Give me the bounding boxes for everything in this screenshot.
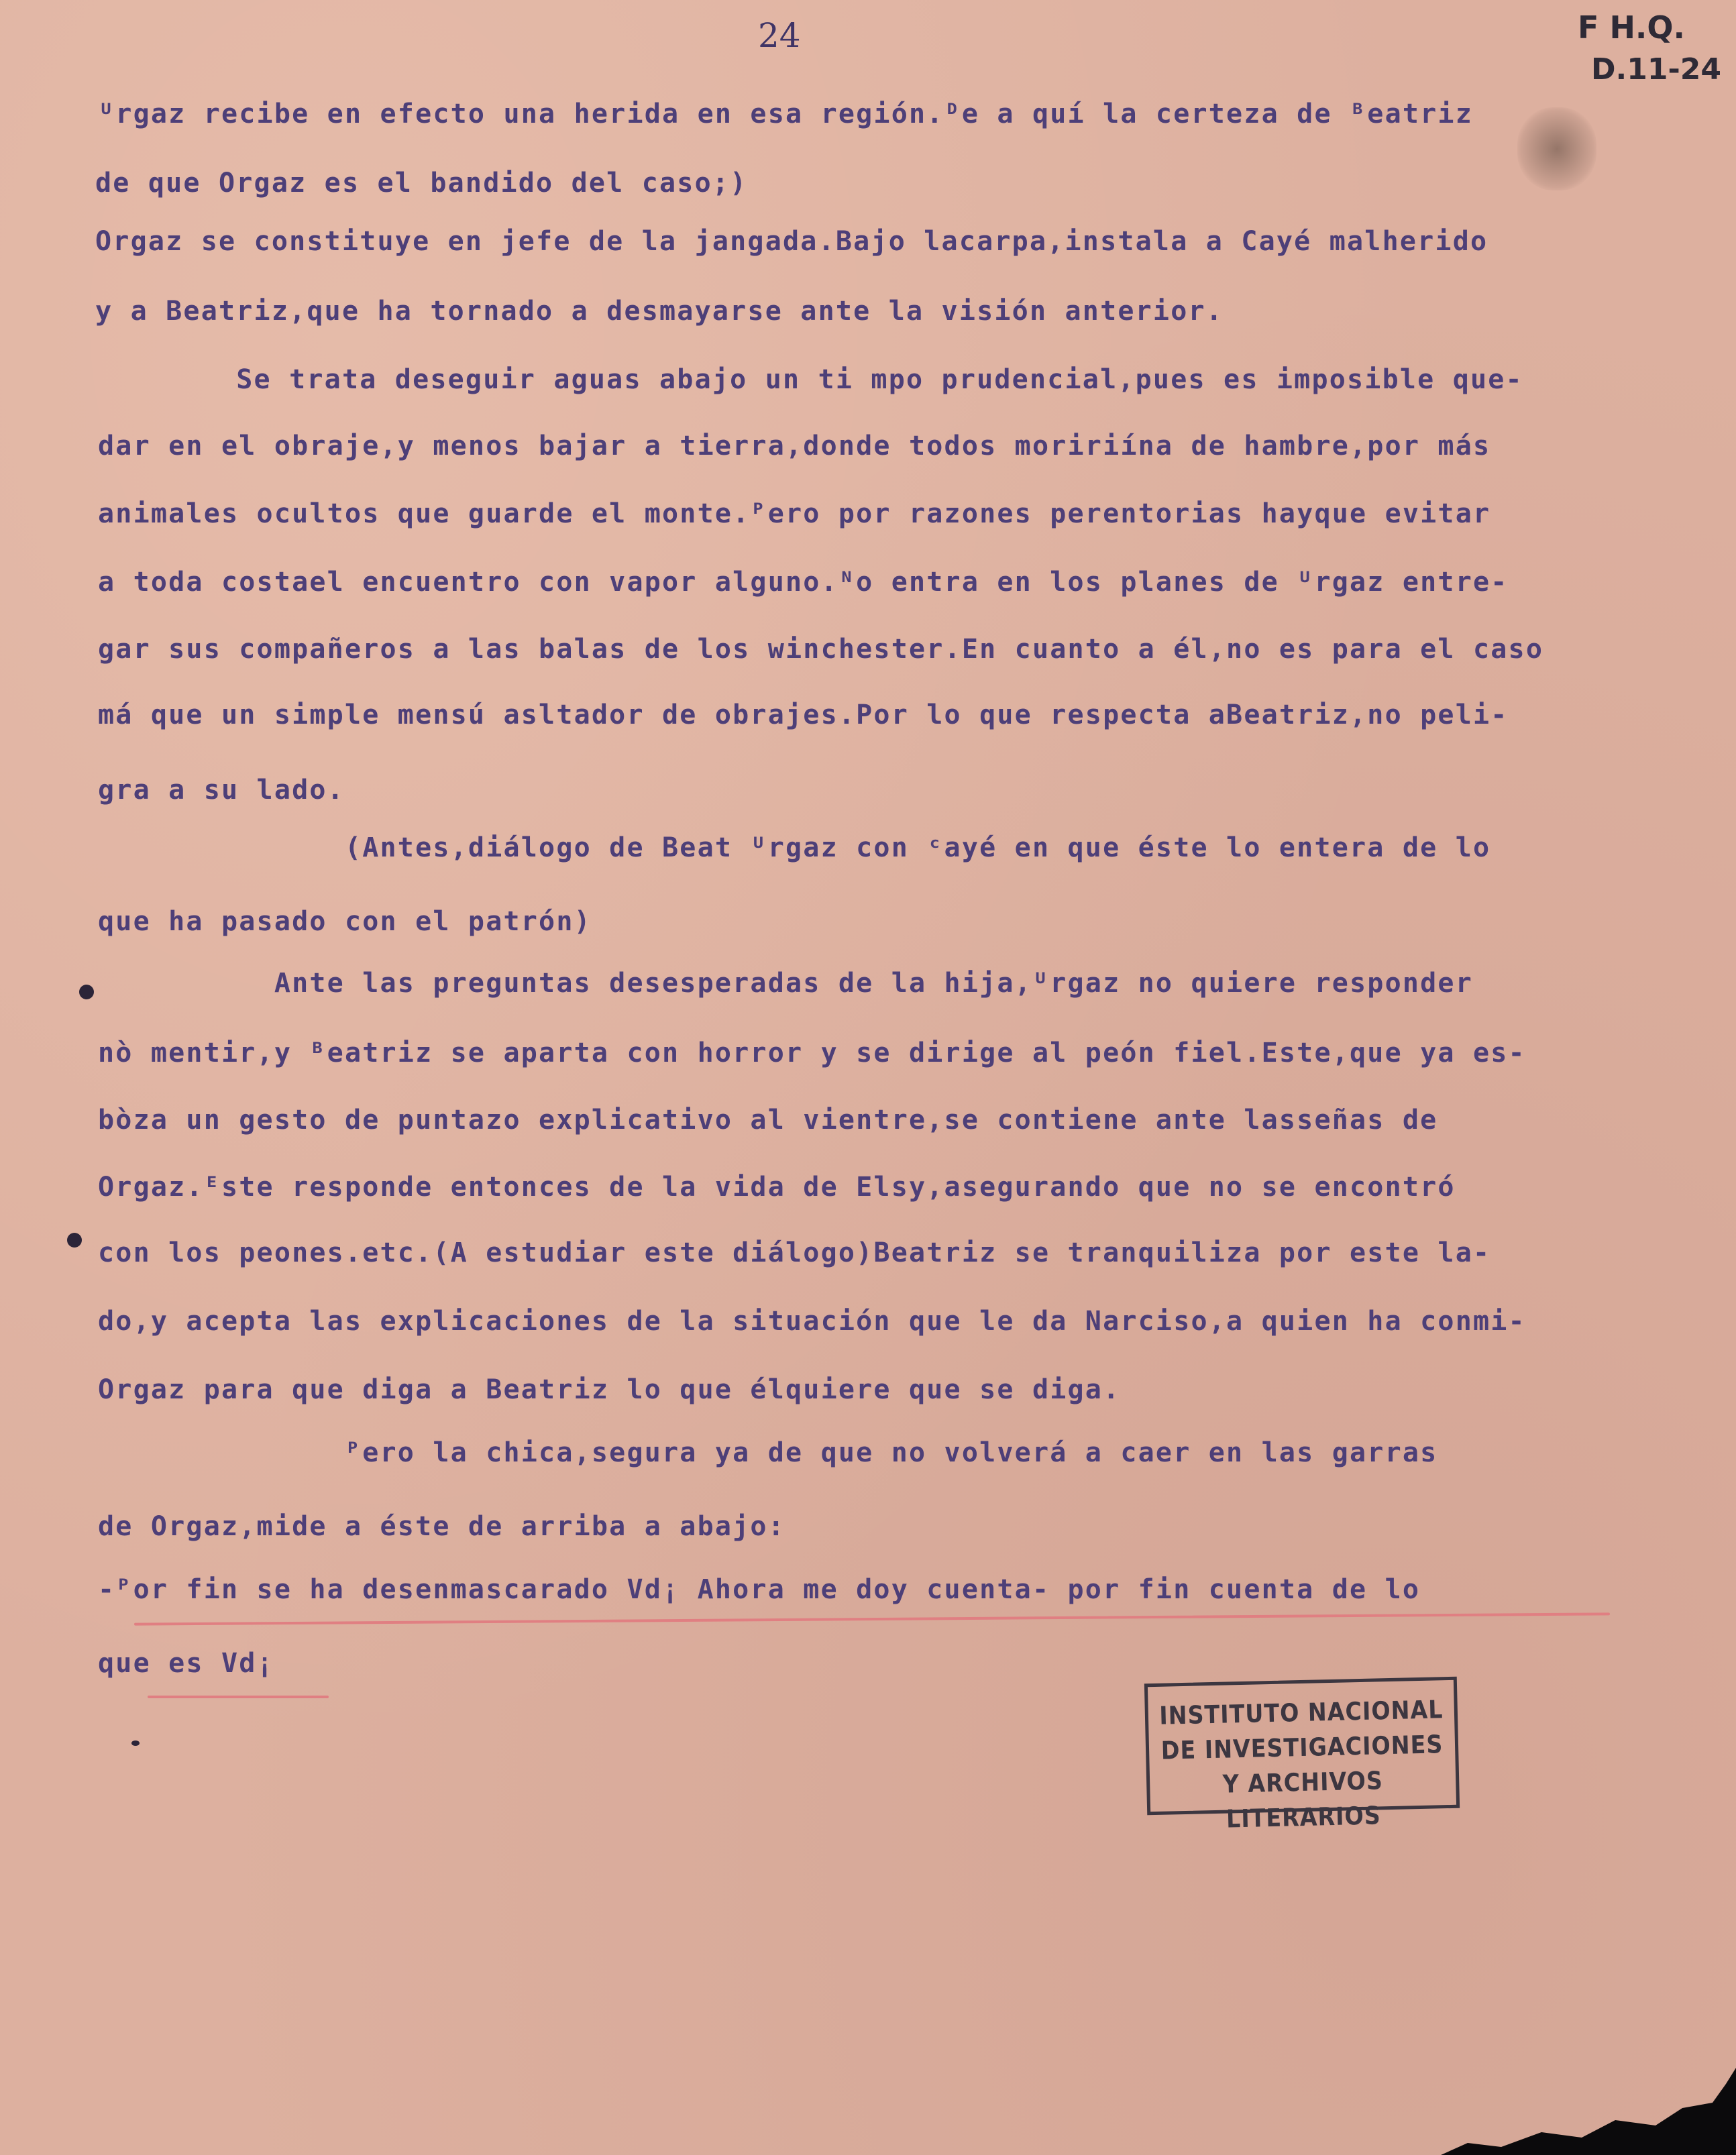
text-line: Orgaz para que diga a Beatriz lo que élquiere que se diga. [98, 1374, 1121, 1405]
archive-stamp [1144, 1677, 1460, 1834]
margin-mark [79, 985, 94, 999]
text-line: gar sus compañeros a las balas de los winchester.En cuanto a él,no es para el caso [98, 634, 1544, 665]
archive-code-line1: F H.Q. [1578, 9, 1685, 46]
margin-mark [131, 1740, 140, 1746]
text-line: má que un simple mensú asltador de obrajes.Por lo que respecta aBeatriz,no peli- [98, 700, 1509, 730]
stamp-line1: INSTITUTO NACIONAL [1158, 1695, 1444, 1730]
margin-mark [67, 1233, 82, 1248]
text-line: Orgaz.ᴱste responde entonces de la vida de Elsy,asegurando que no se encontró [98, 1172, 1456, 1203]
text-line: Ante las preguntas desesperadas de la hija,ᵁrgaz no quiere responder [98, 968, 1473, 999]
text-line: que es Vd¡ [98, 1648, 274, 1679]
red-underline [134, 1612, 1610, 1625]
text-line: ᴾero la chica,segura ya de que no volverá a caer en las garras [98, 1437, 1438, 1468]
text-line: a toda costael encuentro con vapor alguno.ᴺo entra en los planes de ᵁrgaz entre- [98, 567, 1509, 598]
text-line: dar en el obraje,y menos bajar a tierra,donde todos moririína de hambre,por más [98, 431, 1491, 461]
torn-corner [1441, 2068, 1736, 2155]
text-line: nò mentir,y ᴮeatriz se aparta con horror y se dirige al peón fiel.Este,que ya es- [98, 1038, 1526, 1068]
text-line: de Orgaz,mide a éste de arriba a abajo: [98, 1511, 785, 1542]
text-line: do,y acepta las explicaciones de la situación que le da Narciso,a quien ha conmi- [98, 1306, 1526, 1337]
text-line: -ᴾor fin se ha desenmascarado Vd¡ Ahora me doy cuenta- por fin cuenta de lo [98, 1574, 1421, 1605]
ink-smudge [1517, 107, 1596, 190]
text-line: gra a su lado. [98, 775, 345, 806]
page-number: 24 [758, 16, 801, 55]
red-underline [148, 1696, 329, 1698]
stamp-line3: Y ARCHIVOS LITERARIOS [1222, 1766, 1384, 1834]
text-line: y a Beatriz,que ha tornado a desmayarse ante la visión anterior. [95, 296, 1224, 327]
text-line: de que Orgaz es el bandido del caso;) [95, 168, 748, 199]
archive-code-line2: D.11-24 [1591, 52, 1721, 87]
text-line: animales ocultos que guarde el monte.ᴾero por razones perentorias hayque evitar [98, 498, 1491, 529]
text-line: Se trata deseguir aguas abajo un ti mpo prudencial,pues es imposible que- [95, 364, 1523, 395]
stamp-line2: DE INVESTIGACIONES [1160, 1730, 1444, 1765]
text-line: que ha pasado con el patrón) [98, 906, 592, 937]
text-line: bòza un gesto de puntazo explicativo al vientre,se contiene ante lasseñas de [98, 1105, 1438, 1136]
text-line: con los peones.etc.(A estudiar este diálogo)Beatriz se tranquiliza por este la- [98, 1237, 1491, 1268]
text-line: (Antes,diálogo de Beat ᵁrgaz con ᶜayé en que éste lo entera de lo [98, 832, 1491, 863]
text-line: ᵁrgaz recibe en efecto una herida en esa región.ᴰe a quí la certeza de ᴮeatriz [98, 99, 1473, 129]
text-line: Orgaz se constituye en jefe de la jangada.Bajo lacarpa,instala a Cayé malherido [95, 226, 1488, 257]
